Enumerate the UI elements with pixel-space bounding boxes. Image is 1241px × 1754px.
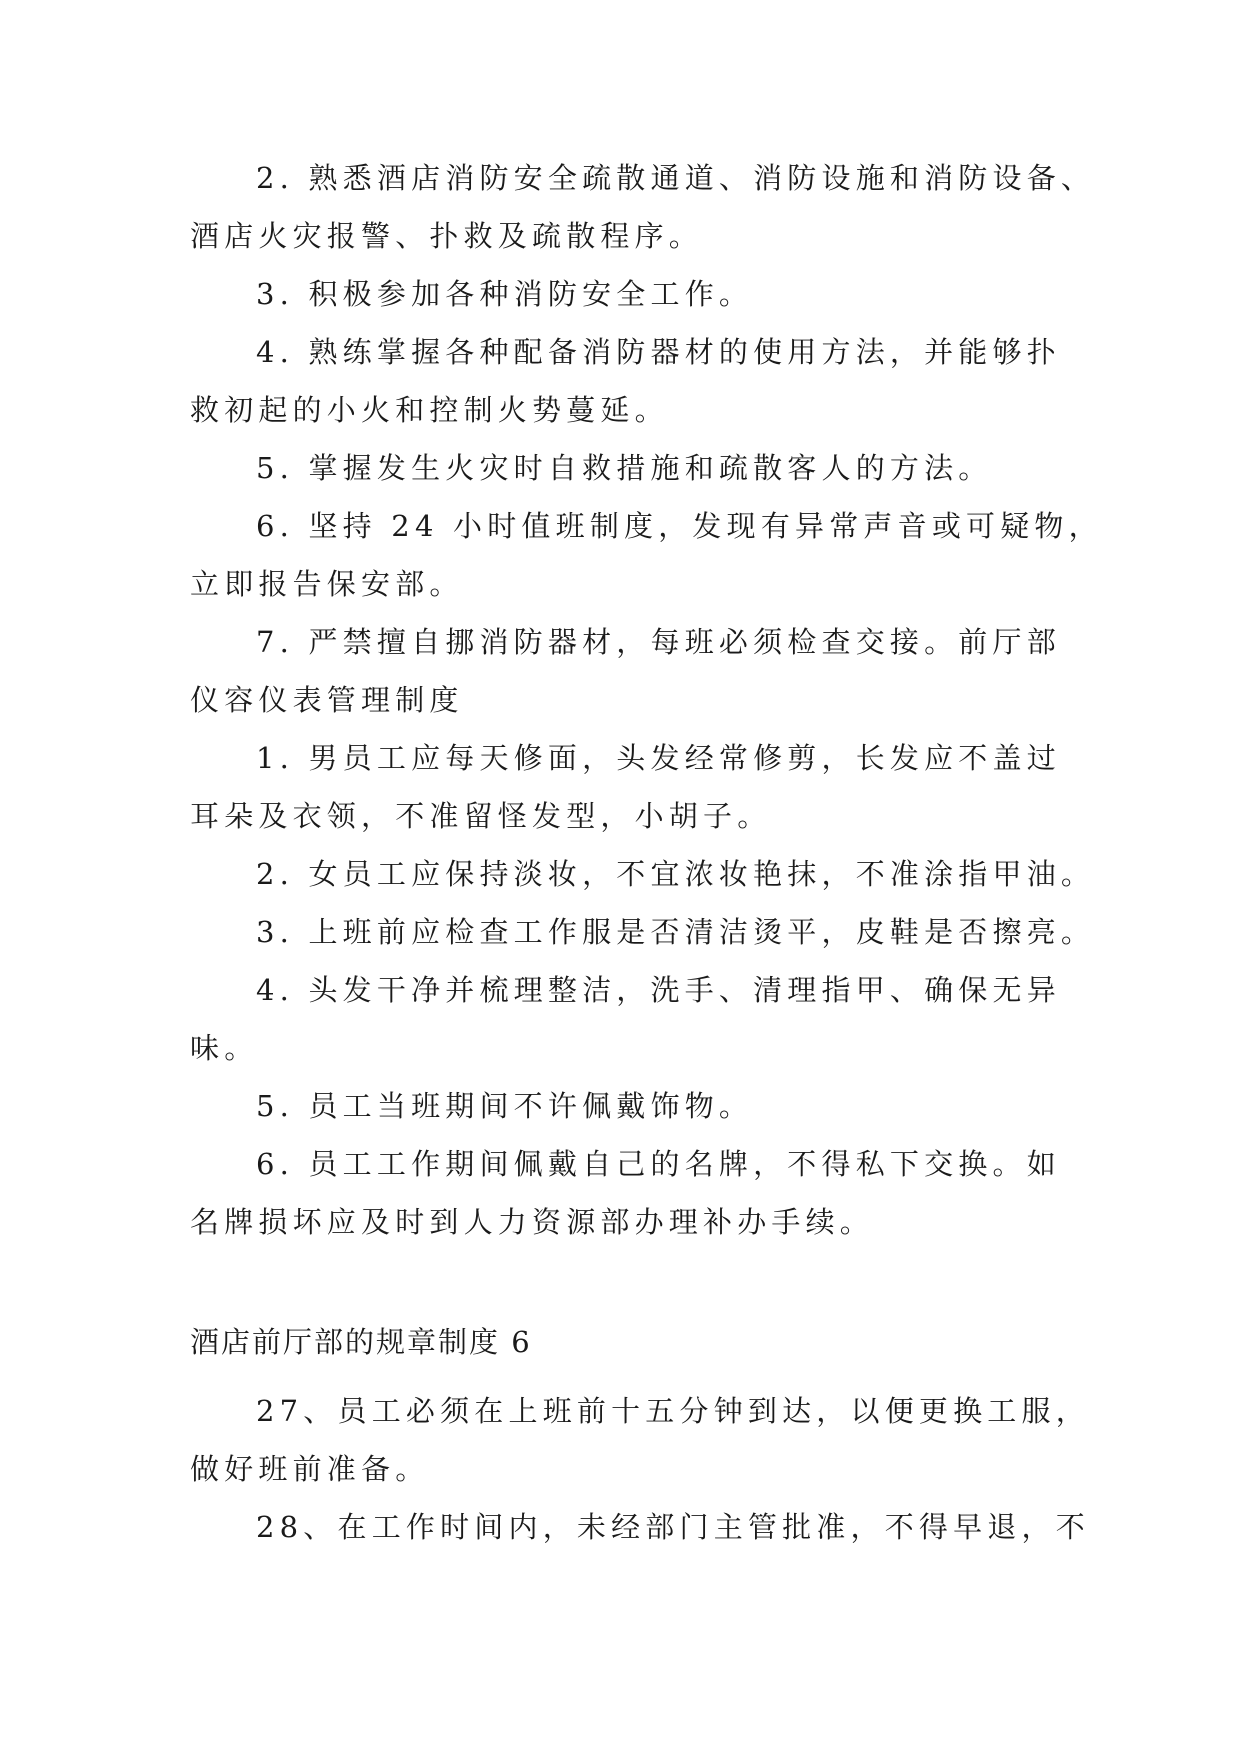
- text-line: 5. 掌握发生火灾时自救措施和疏散客人的方法。: [256, 451, 993, 485]
- text-line: 救初起的小火和控制火势蔓延。: [190, 393, 669, 427]
- text-line: 5. 员工当班期间不许佩戴饰物。: [256, 1089, 754, 1123]
- text-line: 3. 上班前应检查工作服是否清洁烫平，皮鞋是否擦亮。: [256, 915, 1096, 949]
- text-line: 耳朵及衣领，不准留怪发型，小胡子。: [190, 799, 772, 833]
- text-line: 3. 积极参加各种消防安全工作。: [256, 277, 754, 311]
- text-line: 2. 女员工应保持淡妆，不宜浓妆艳抹，不准涂指甲油。: [256, 857, 1096, 891]
- text-line: 27、员工必须在上班前十五分钟到达，以便更换工服，: [256, 1394, 1090, 1428]
- text-line: 4. 头发干净并梳理整洁，洗手、清理指甲、确保无异: [256, 973, 1061, 1007]
- text-line: 2. 熟悉酒店消防安全疏散通道、消防设施和消防设备、: [256, 161, 1096, 195]
- text-line: 酒店火灾报警、扑救及疏散程序。: [190, 219, 704, 253]
- text-line: 7. 严禁擅自挪消防器材，每班必须检查交接。前厅部: [256, 625, 1061, 659]
- text-line: 6. 员工工作期间佩戴自己的名牌，不得私下交换。如: [256, 1147, 1061, 1181]
- section-title: 酒店前厅部的规章制度 6: [190, 1325, 532, 1359]
- text-line: 名牌损坏应及时到人力资源部办理补办手续。: [190, 1205, 875, 1239]
- text-line: 味。: [190, 1031, 259, 1065]
- text-line: 1. 男员工应每天修面，头发经常修剪，长发应不盖过: [256, 741, 1061, 775]
- text-line: 28、在工作时间内，未经部门主管批准，不得早退，不: [256, 1510, 1090, 1544]
- text-line: 立即报告保安部。: [190, 567, 464, 601]
- text-line: 做好班前准备。: [190, 1452, 430, 1486]
- text-line: 6. 坚持 24 小时值班制度，发现有异常声音或可疑物，: [256, 509, 1103, 543]
- text-line: 仪容仪表管理制度: [190, 683, 464, 717]
- document-page: [190, 158, 1103, 1547]
- text-line: 4. 熟练掌握各种配备消防器材的使用方法，并能够扑: [256, 335, 1061, 369]
